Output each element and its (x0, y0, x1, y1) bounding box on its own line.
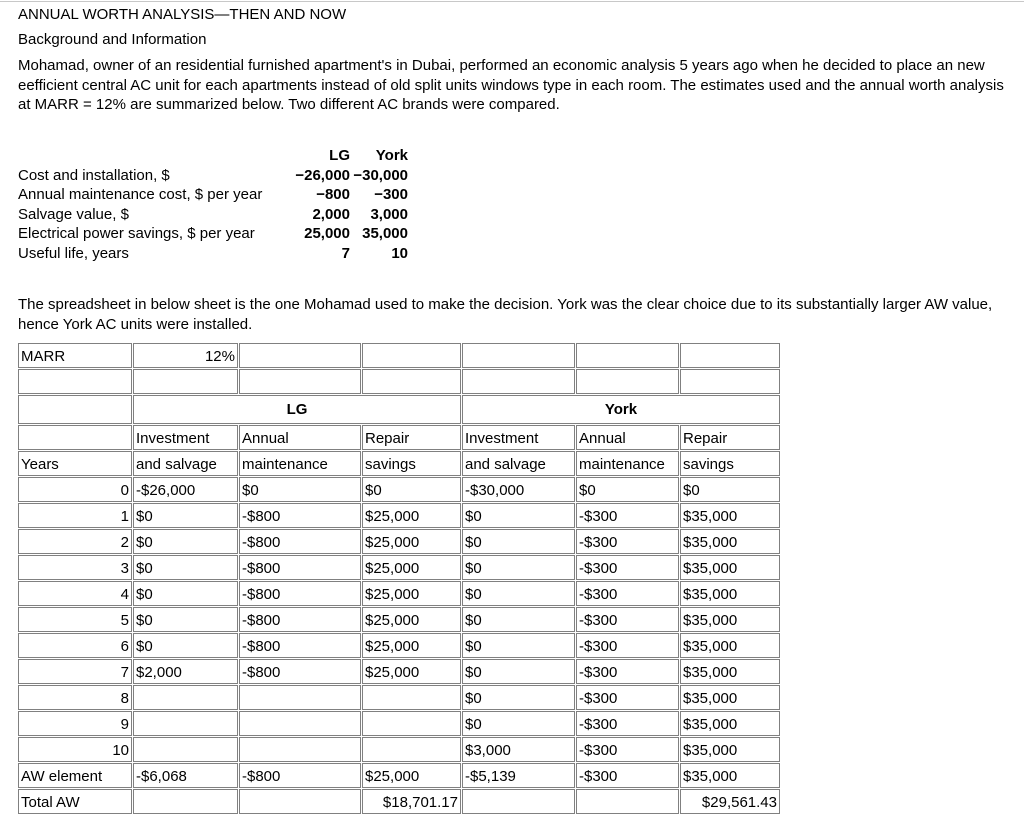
estimate-label: Salvage value, $ (18, 205, 129, 223)
cash-flow-cell: $35,000 (680, 685, 780, 710)
estimate-york-value: −300 (374, 186, 408, 204)
section-subtitle: Background and Information (18, 31, 207, 48)
aw-value: -$6,068 (133, 763, 238, 788)
year-cell: 1 (18, 503, 132, 528)
estimate-york-value: 3,000 (370, 205, 408, 223)
estimates-row (18, 185, 408, 205)
aw-value: -$800 (239, 763, 361, 788)
column-header: savings (362, 451, 461, 476)
cash-flow-cell: -$300 (576, 737, 679, 762)
column-header: Investment (462, 425, 575, 450)
cash-flow-row (18, 737, 780, 762)
group-header-york: York (462, 395, 780, 424)
estimate-label: Electrical power savings, $ per year (18, 225, 255, 243)
column-header: Investment (133, 425, 238, 450)
cash-flow-cell: -$300 (576, 659, 679, 684)
cash-flow-cell (133, 737, 238, 762)
cash-flow-cell: $25,000 (362, 607, 461, 632)
cash-flow-cell: -$800 (239, 659, 361, 684)
estimate-lg-value: 7 (341, 244, 350, 262)
cash-flow-cell (362, 685, 461, 710)
cash-flow-cell: -$300 (576, 555, 679, 580)
aw-value: $25,000 (362, 763, 461, 788)
column-header: Repair (680, 425, 780, 450)
cash-flow-row (18, 555, 780, 580)
cash-flow-cell (239, 737, 361, 762)
cash-flow-cell (133, 685, 238, 710)
cash-flow-cell (362, 711, 461, 736)
group-header-row (18, 395, 780, 424)
cash-flow-cell: -$300 (576, 711, 679, 736)
estimate-york-value: 10 (391, 244, 408, 262)
marr-value: 12% (133, 343, 238, 368)
cash-flow-cell: $2,000 (133, 659, 238, 684)
cash-flow-cell: $35,000 (680, 659, 780, 684)
cash-flow-cell: -$800 (239, 529, 361, 554)
cash-flow-row (18, 607, 780, 632)
cash-flow-cell: -$300 (576, 607, 679, 632)
cash-flow-cell: $35,000 (680, 737, 780, 762)
estimates-header-row (18, 146, 408, 166)
column-header: Annual (576, 425, 679, 450)
year-cell: 3 (18, 555, 132, 580)
cash-flow-row (18, 529, 780, 554)
estimate-york-value: 35,000 (362, 225, 408, 243)
cash-flow-cell: $35,000 (680, 581, 780, 606)
estimate-label: Useful life, years (18, 244, 129, 262)
aw-value: -$300 (576, 763, 679, 788)
cash-flow-cell: -$300 (576, 581, 679, 606)
estimate-label: Cost and installation, $ (18, 166, 170, 184)
year-cell: 2 (18, 529, 132, 554)
aw-element-row (18, 763, 780, 788)
cash-flow-cell: $0 (462, 529, 575, 554)
cash-flow-cell: -$800 (239, 633, 361, 658)
estimate-lg-value: 2,000 (312, 205, 350, 223)
total-aw-lg: $18,701.17 (362, 789, 461, 814)
column-header: Annual (239, 425, 361, 450)
cash-flow-cell: $25,000 (362, 503, 461, 528)
cash-flow-cell: $0 (462, 633, 575, 658)
cash-flow-cell: $25,000 (362, 633, 461, 658)
aw-spreadsheet (17, 342, 781, 815)
aw-value: $35,000 (680, 763, 780, 788)
cash-flow-cell: $35,000 (680, 633, 780, 658)
total-aw-label: Total AW (18, 789, 132, 814)
cash-flow-cell: $25,000 (362, 529, 461, 554)
cash-flow-cell: $0 (133, 529, 238, 554)
year-cell: 9 (18, 711, 132, 736)
year-cell: 6 (18, 633, 132, 658)
cash-flow-cell: $25,000 (362, 659, 461, 684)
year-cell: 8 (18, 685, 132, 710)
cash-flow-cell: $25,000 (362, 555, 461, 580)
cash-flow-cell: $0 (239, 477, 361, 502)
year-cell: 7 (18, 659, 132, 684)
estimates-row (18, 205, 408, 225)
column-header-row-1 (18, 425, 780, 450)
estimates-row (18, 166, 408, 186)
spacer-row (18, 369, 780, 394)
estimate-lg-value: −26,000 (295, 166, 350, 184)
cash-flow-row (18, 477, 780, 502)
cash-flow-cell: -$800 (239, 607, 361, 632)
cash-flow-cell: $0 (462, 711, 575, 736)
cash-flow-cell: $0 (462, 607, 575, 632)
total-aw-york: $29,561.43 (680, 789, 780, 814)
year-cell: 4 (18, 581, 132, 606)
column-header: maintenance (576, 451, 679, 476)
cash-flow-cell (133, 711, 238, 736)
estimate-lg-value: −800 (316, 186, 350, 204)
cash-flow-row (18, 581, 780, 606)
estimates-header-lg: LG (329, 147, 350, 164)
cash-flow-cell: $0 (133, 607, 238, 632)
cash-flow-cell: $3,000 (462, 737, 575, 762)
estimate-york-value: −30,000 (353, 166, 408, 184)
column-header: and salvage (462, 451, 575, 476)
cash-flow-cell (362, 737, 461, 762)
cash-flow-cell: $0 (680, 477, 780, 502)
cash-flow-cell: $0 (462, 503, 575, 528)
column-header-row-2 (18, 451, 780, 476)
cash-flow-cell: $0 (462, 685, 575, 710)
spreadsheet-intro: The spreadsheet in below sheet is the one Mohamad used to make the decision. York was the clear choice due to its substantially larger AW value, hence York AC units were installed. (18, 296, 993, 333)
cash-flow-cell: $0 (462, 555, 575, 580)
cash-flow-cell (239, 685, 361, 710)
cash-flow-cell: $0 (362, 477, 461, 502)
cash-flow-rows (18, 477, 780, 762)
cash-flow-cell (239, 711, 361, 736)
year-cell: 5 (18, 607, 132, 632)
aw-value: -$5,139 (462, 763, 575, 788)
aw-label: AW element (18, 763, 132, 788)
total-aw-row (18, 789, 780, 814)
page-title: ANNUAL WORTH ANALYSIS—THEN AND NOW (18, 6, 347, 23)
cash-flow-cell: -$300 (576, 685, 679, 710)
cash-flow-cell: -$800 (239, 581, 361, 606)
cash-flow-cell: $0 (133, 581, 238, 606)
cash-flow-row (18, 685, 780, 710)
estimates-table (18, 146, 408, 264)
cash-flow-cell: $0 (462, 581, 575, 606)
cash-flow-row (18, 711, 780, 736)
cash-flow-cell: -$300 (576, 503, 679, 528)
year-cell: 10 (18, 737, 132, 762)
cash-flow-cell: -$800 (239, 503, 361, 528)
estimate-lg-value: 25,000 (304, 225, 350, 243)
column-header: savings (680, 451, 780, 476)
cash-flow-cell: -$30,000 (462, 477, 575, 502)
year-cell: 0 (18, 477, 132, 502)
estimates-row (18, 244, 408, 264)
cash-flow-cell: $35,000 (680, 555, 780, 580)
marr-row (18, 343, 780, 368)
estimate-label: Annual maintenance cost, $ per year (18, 186, 263, 204)
cash-flow-cell: $35,000 (680, 711, 780, 736)
estimates-header-york: York (375, 147, 408, 164)
cash-flow-row (18, 659, 780, 684)
cash-flow-cell: $35,000 (680, 607, 780, 632)
cash-flow-cell: $35,000 (680, 529, 780, 554)
column-header: Repair (362, 425, 461, 450)
cash-flow-cell: $0 (133, 503, 238, 528)
cash-flow-cell: -$800 (239, 555, 361, 580)
cash-flow-cell: $0 (133, 633, 238, 658)
group-header-lg: LG (133, 395, 461, 424)
top-divider (0, 1, 1024, 2)
marr-label: MARR (18, 343, 132, 368)
cash-flow-row (18, 633, 780, 658)
cash-flow-cell: $25,000 (362, 581, 461, 606)
estimates-row (18, 224, 408, 244)
column-header: maintenance (239, 451, 361, 476)
cash-flow-cell: -$26,000 (133, 477, 238, 502)
column-header: and salvage (133, 451, 238, 476)
years-header: Years (18, 451, 132, 476)
cash-flow-cell: -$300 (576, 633, 679, 658)
cash-flow-cell: -$300 (576, 529, 679, 554)
cash-flow-cell: $35,000 (680, 503, 780, 528)
cash-flow-cell: $0 (133, 555, 238, 580)
cash-flow-row (18, 503, 780, 528)
cash-flow-cell: $0 (576, 477, 679, 502)
cash-flow-cell: $0 (462, 659, 575, 684)
intro-paragraph: Mohamad, owner of an residential furnished apartment's in Dubai, performed an economic analysis 5 years ago when he decided to place an new eefficient central AC unit for each apartments instead of old split units windows type in each room. The estimates used and the annual worth analysis at MARR = 12% are summarized below. Two different AC brands were compared. (18, 57, 1004, 113)
